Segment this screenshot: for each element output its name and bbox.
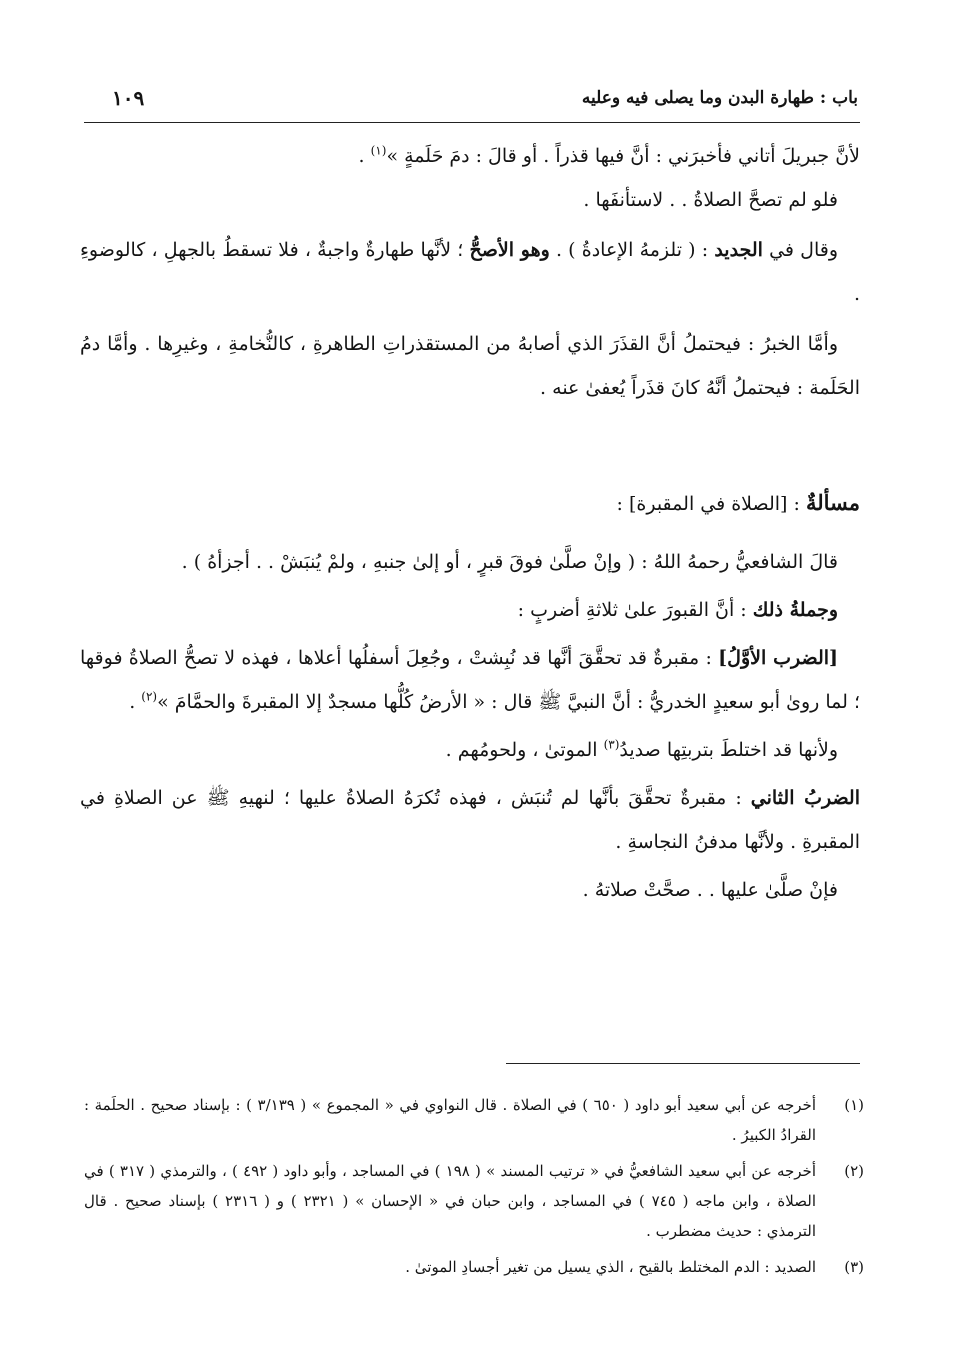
page-number: ١٠٩: [112, 86, 145, 110]
text: : أنَّ القبورَ علىٰ ثلاثةِ أضربٍ :: [517, 599, 753, 621]
question-label: مسألةٌ: [805, 490, 860, 515]
footnote-ref: (١): [370, 143, 387, 158]
footnote-number: (٢): [844, 1162, 864, 1180]
bold-term: وجملةُ ذلك: [752, 599, 838, 621]
text: الموتىٰ ، ولحومُهم .: [445, 739, 604, 761]
paragraph: [80, 228, 860, 316]
text: وقال في: [762, 239, 839, 261]
bold-term: وهو الأصحُّ: [469, 239, 550, 261]
paragraph: [80, 728, 860, 772]
footnote-divider: [506, 1063, 860, 1064]
footnotes: [84, 1090, 864, 1282]
footnote-item: [84, 1156, 864, 1246]
paragraph: [80, 636, 860, 724]
paragraph: [80, 134, 860, 178]
header-divider: [84, 122, 860, 123]
paragraph: قالَ الشافعيُّ رحمهُ اللهُ : ( وإنْ صلَّىٰ فوقَ قبرٍ ، أو إلىٰ جنبهِ ، ولمْ يُنبَشْ . . أجزأهُ ) .: [181, 551, 838, 573]
footnote-text: أخرجه عن أبي سعيد أبو داود ( ٦٥٠ ) في الصلاة . قال النواوي في « المجموع » ( ٣/١٣٩ ) : بإسناد صحيح . الحلَمة : القرادُ الكبيرُ .: [84, 1096, 816, 1144]
paragraph: [80, 588, 860, 632]
bold-term: الجديد: [714, 239, 763, 261]
paragraph: [80, 776, 860, 864]
footnote-ref: (٣): [603, 737, 620, 752]
text: ؛ لأنَّها طهارةٌ واجبةٌ ، فلا تسقطُ بالجهلِ ، كالوضوءِ .: [80, 239, 860, 305]
text-block-2: [80, 540, 860, 912]
text-block-1: [80, 134, 860, 410]
footnote-ref: (٢): [141, 689, 158, 704]
question-heading: [617, 490, 860, 515]
footnote-text: أخرجه عن أبي سعيد الشافعيُّ في « ترتيب المسند » ( ١٩٨ ) في المساجد ، وأبو داود ( ٤٩٢ ) ، والترمذي ( ٣١٧ ) في الصلاة ، وابن ماجه ( ٧٤٥ ) في المساجد ، وابن حبان في « الإحسان » ( ٢٣٢١ ) و ( ٢٣١٦ ) بإسناد صحيح . قال الترمذي : حديث مضطرب .: [84, 1162, 816, 1240]
text: ولأنها قد اختلطَ بتربتِها صديدُ: [619, 739, 838, 761]
footnote-item: [84, 1252, 864, 1282]
paragraph: فلو لم تصحَّ الصلاةُ . . لاستأنفَها .: [583, 189, 838, 211]
question-title: : [الصلاة في المقبرة] :: [616, 493, 806, 515]
text: لأنَّ جبريلَ أتاني فأخبرَني : أنَّ فيها قذراً . أو قالَ : دمَ حَلَمةٍ »: [386, 145, 860, 167]
running-title: باب : طهارة البدن وما يصلى فيه وعليه: [581, 88, 858, 108]
bold-term: [الضرب الأوَّلُ]: [718, 647, 839, 669]
footnote-item: [84, 1090, 864, 1150]
footnote-number: (٣): [844, 1258, 864, 1276]
footnote-text: الصديد : الدم المختلط بالقيح ، الذي يسيل من تغير أجسادِ الموتىٰ .: [405, 1258, 816, 1276]
text: .: [129, 691, 142, 713]
footnote-number: (١): [844, 1096, 864, 1114]
text: : ( تلزمهُ الإعادةُ ) .: [549, 239, 715, 261]
text: .: [358, 145, 371, 167]
text: : مقبرةٌ قد تحقَّقَ أنَّها قد نُبِشتْ ، وجُعِلَ أسفلُها أعلاها ، فهذه لا تصحُّ الصلاةُ فوقها ؛ لما روىٰ أبو سعيدٍ الخدريُّ : أنَّ النبيَّ ﷺ قال : « الأرضُ كُلُّها مسجدٌ إلا المقبرةَ والحمَّامَ »: [80, 647, 860, 713]
bold-term: الضربُ الثاني: [750, 787, 860, 809]
paragraph: فإنْ صلَّىٰ عليها . . صحَّتْ صلاتهُ .: [582, 879, 838, 901]
text: : مقبرةٌ تحقَّقَ بأنَّها لم تُنبَش ، فهذه تُكرَهُ الصلاةُ عليها ؛ لنهيهِ ﷺ عن الصلاةِ في المقبرةِ . ولأنَّها مدفنُ النجاسةِ .: [80, 787, 860, 853]
paragraph: وأمَّا الخبرُ : فيحتملُ أنَّ القذَرَ الذي أصابهُ من المستقذراتِ الطاهرةِ ، كالنُّخامةِ ، وغيرِها . وأمَّا دمُ الحَلَمة : فيحتملُ أنَّهُ كانَ قذَراً يُعفىٰ عنه .: [80, 333, 860, 399]
